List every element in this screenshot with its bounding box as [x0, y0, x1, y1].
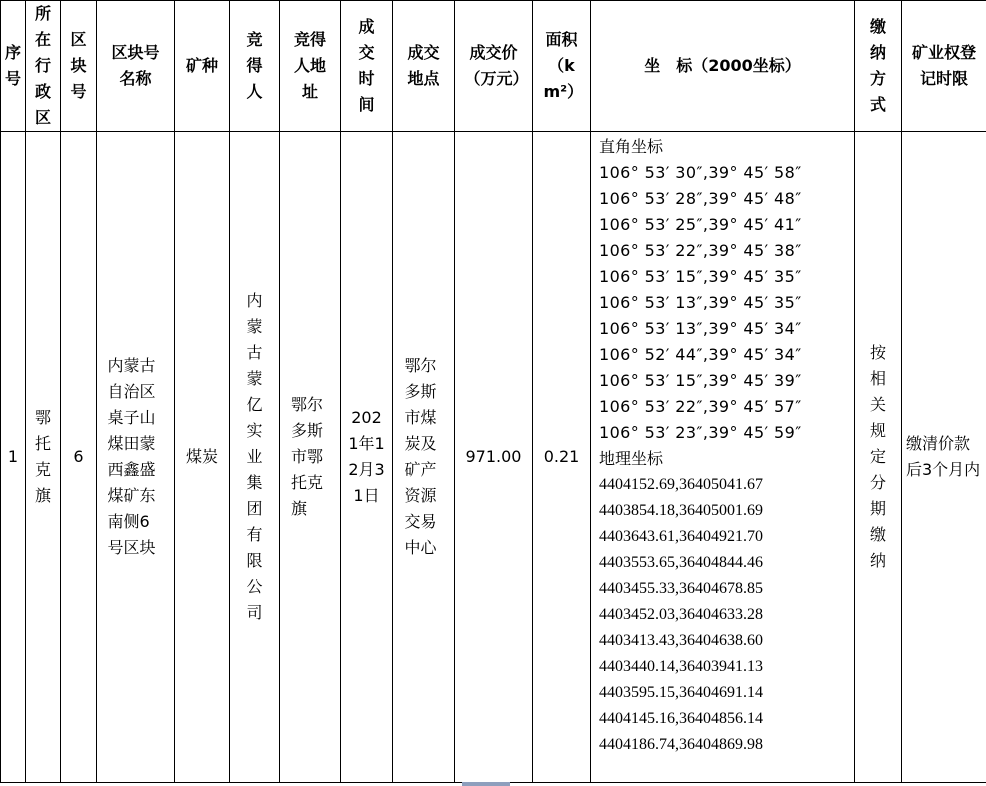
- cell-payment: 按相关规定分期缴纳: [855, 132, 902, 783]
- rect-coord-line: 106° 53′ 30″,39° 45′ 58″: [599, 163, 802, 182]
- header-winner-addr: 竞得人地址: [280, 1, 341, 132]
- cell-block-name: 内蒙古自治区桌子山煤田蒙西鑫盛煤矿东南侧6号区块: [97, 132, 175, 783]
- cell-price: 971.00: [455, 132, 533, 783]
- header-price: 成交价（万元）: [455, 1, 533, 132]
- header-deal-place: 成交地点: [393, 1, 455, 132]
- rect-coords-title: 直角坐标: [599, 137, 664, 156]
- header-block-no: 区块号: [61, 1, 97, 132]
- rect-coord-line: 106° 53′ 22″,39° 45′ 57″: [599, 397, 802, 416]
- header-coords: 坐 标（2000坐标）: [591, 1, 855, 132]
- cell-district: 鄂托克旗: [26, 132, 61, 783]
- cell-deal-place: 鄂尔多斯市煤炭及矿产资源交易中心: [393, 132, 455, 783]
- header-block-name: 区块号名称: [97, 1, 175, 132]
- rect-coord-line: 106° 53′ 15″,39° 45′ 35″: [599, 267, 802, 286]
- cell-block-no: 6: [61, 132, 97, 783]
- header-district: 所在行政区: [26, 1, 61, 132]
- rect-coord-line: 106° 53′ 22″,39° 45′ 38″: [599, 241, 802, 260]
- geo-coords-title: 地理坐标: [599, 449, 664, 468]
- geo-coord-line: 4403595.15,36404691.14: [599, 684, 763, 701]
- geo-coord-line: 4404145.16,36404856.14: [599, 710, 763, 727]
- header-area: 面积（km²）: [533, 1, 591, 132]
- rect-coord-line: 106° 53′ 13″,39° 45′ 34″: [599, 319, 802, 338]
- cell-area: 0.21: [533, 132, 591, 783]
- cell-deal-time: 2021年12月31日: [341, 132, 393, 783]
- rect-coord-line: 106° 53′ 13″,39° 45′ 35″: [599, 293, 802, 312]
- header-winner: 竞得人: [230, 1, 280, 132]
- geo-coord-line: 4404152.69,36405041.67: [599, 476, 763, 493]
- geo-coord-line: 4403455.33,36404678.85: [599, 580, 763, 597]
- geo-coord-line: 4403854.18,36405001.69: [599, 502, 763, 519]
- geo-coord-line: 4403452.03,36404633.28: [599, 606, 763, 623]
- header-row: [1, 1, 986, 132]
- cell-coords: [591, 132, 855, 783]
- geo-coord-line: 4403440.14,36403941.13: [599, 658, 763, 675]
- geo-coord-line: 4403553.65,36404844.46: [599, 554, 763, 571]
- geo-coord-line: 4404186.74,36404869.98: [599, 736, 763, 753]
- rect-coord-line: 106° 53′ 28″,39° 45′ 48″: [599, 189, 802, 208]
- rect-coord-line: 106° 53′ 25″,39° 45′ 41″: [599, 215, 802, 234]
- cell-mineral: 煤炭: [175, 132, 230, 783]
- page-indicator: [462, 782, 510, 786]
- table-row: [1, 132, 986, 783]
- geo-coord-line: 4403643.61,36404921.70: [599, 528, 763, 545]
- header-reg-deadline: 矿业权登记时限: [902, 1, 986, 132]
- cell-reg-deadline: 缴清价款后3个月内: [902, 132, 986, 783]
- header-mineral: 矿种: [175, 1, 230, 132]
- cell-winner-addr: 鄂尔多斯市鄂托克旗: [280, 132, 341, 783]
- cell-seq: 1: [1, 132, 26, 783]
- geo-coord-line: 4403413.43,36404638.60: [599, 632, 763, 649]
- rect-coord-line: 106° 52′ 44″,39° 45′ 34″: [599, 345, 802, 364]
- rect-coord-line: 106° 53′ 23″,39° 45′ 59″: [599, 423, 802, 442]
- rect-coord-line: 106° 53′ 15″,39° 45′ 39″: [599, 371, 802, 390]
- header-deal-time: 成交时间: [341, 1, 393, 132]
- header-seq: 序号: [1, 1, 26, 132]
- cell-winner: 内蒙古蒙亿实业集团有限公司: [230, 132, 280, 783]
- header-payment: 缴纳方式: [855, 1, 902, 132]
